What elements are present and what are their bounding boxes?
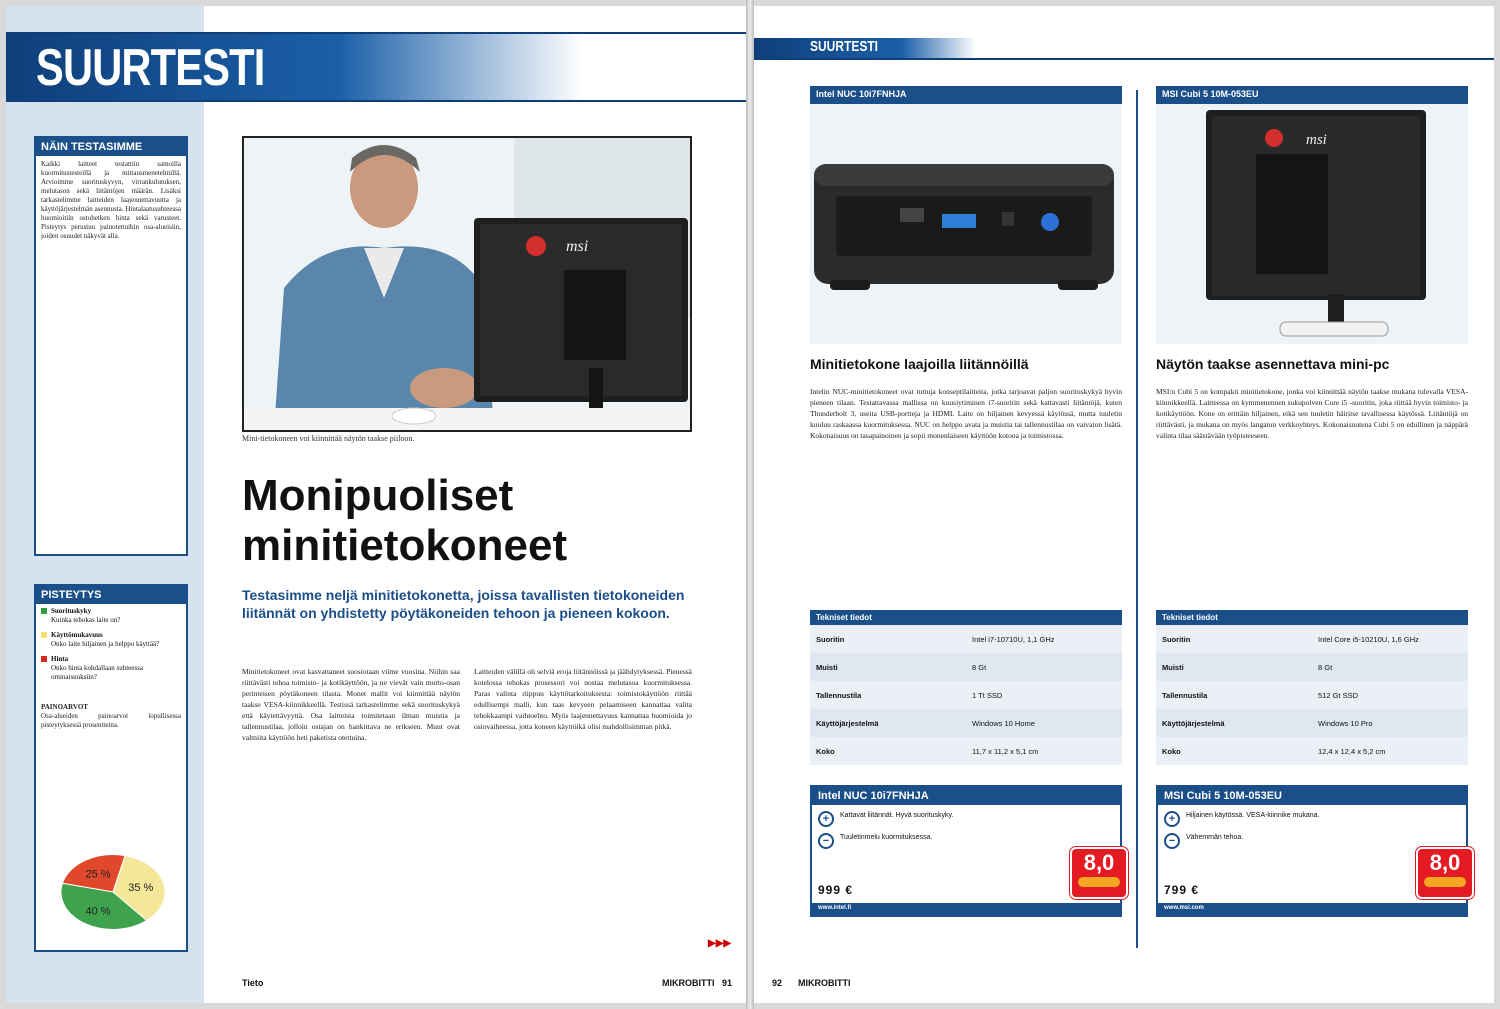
table-row (810, 653, 1122, 681)
verdict-heading: MSI Cubi 5 10M-053EU (1158, 787, 1466, 805)
rating-box (34, 584, 188, 952)
pie-label: 25 % (85, 868, 111, 881)
verdict-box (1156, 785, 1468, 917)
verdict-minus: Tuuletinmelu kuormituksessa. (840, 834, 933, 841)
spec-key: Tallennustila (816, 690, 862, 700)
score-badge (1070, 847, 1128, 899)
product-title: Näytön taakse asennettava mini-pc (1156, 356, 1390, 372)
score-value: 8,0 (1429, 850, 1461, 875)
pie-label: 35 % (128, 881, 154, 894)
right-page (754, 6, 1494, 1003)
footer-magazine: MIKROBITTI (798, 978, 851, 988)
table-row (810, 737, 1122, 765)
legend-desc: Onko hinta kohdallaan suhteessa ominaisuuksiin? (51, 664, 143, 681)
verdict-heading: Intel NUC 10i7FNHJA (812, 787, 1120, 805)
spec-heading: Tekniset tiedot (810, 610, 1122, 625)
spec-key: Muisti (810, 653, 966, 681)
page-gutter (746, 0, 754, 1009)
score-tag (1424, 877, 1466, 887)
title-line: minitietokoneet (242, 521, 568, 570)
legend-title: Suorituskyky (51, 607, 92, 615)
spec-value: Windows 10 Pro (1312, 709, 1468, 737)
product-card (810, 86, 1122, 917)
verdict-plus: Hiljainen käytössä. VESA-kiinnike mukana. (1186, 812, 1320, 819)
title-line: Monipuoliset (242, 471, 514, 520)
product-name-tag: MSI Cubi 5 10M-053EU (1156, 86, 1468, 104)
article-lead: Testasimme neljä minitietokonetta, joissa tavallisten tietokoneiden liitännät on yhdistetty pöytäkoneiden tehoon ja pieneen kokoon. (242, 587, 685, 621)
legend-item (36, 652, 186, 685)
section-title: SUURTESTI (810, 38, 879, 55)
page-footer (242, 978, 732, 988)
spec-key: Muisti (1156, 653, 1312, 681)
score-tag (1078, 877, 1120, 887)
page-footer (772, 978, 972, 988)
product-body: MSI:n Cubi 5 on kompakti minitietokone, jonka voi kiinnittää näytön taakse mukana tulevalla VESA-kiinnikkeellä. Laitteessa on kymmenennen sukupolven Core i5 -suoritin, joka riittää hyvin toimisto- ja kotikäyttöön. Kone on erittäin hiljainen, eikä sen tuuletin häiritse tavallisessa käytössä. Liitäntöjä on riittävästi, ja mukana on myös langaton verkkoyhteys. Kokonaisuutena Cubi 5 on edullinen ja näppärä valinta tilaa säästävään työpisteeseen. (1156, 387, 1468, 440)
price: 999 € (818, 883, 854, 897)
verdict-footer: www.intel.fi (812, 903, 1120, 915)
section-title: SUURTESTI (36, 39, 265, 97)
legend-desc: Onko laite hiljainen ja helppo käyttää? (51, 640, 160, 648)
table-row (1156, 737, 1468, 765)
score-badge (1416, 847, 1474, 899)
table-row (810, 625, 1122, 653)
footer-label: Tieto (242, 978, 264, 988)
table-row (810, 681, 1122, 709)
method-box (34, 136, 188, 556)
plus-icon: + (818, 811, 834, 827)
weights-heading: PAINOARVOT (41, 703, 88, 711)
spec-key: Käyttöjärjestelmä (1156, 709, 1312, 737)
weights-text: Osa-alueiden painoarvot lopullisessa pisteytyksessä prosentteina. (41, 712, 181, 729)
product-title: Minitietokone laajoilla liitännöillä (810, 356, 1029, 372)
hero-photo (242, 136, 692, 432)
monitor-brand: msi (566, 238, 589, 255)
spec-heading: Tekniset tiedot (1156, 610, 1468, 625)
spec-value: 8 Gt (966, 653, 1122, 681)
page-number: 92 (772, 978, 783, 988)
verdict-minus: Vähemmän tehoa. (1186, 834, 1244, 841)
legend-item (36, 604, 186, 628)
table-row (1156, 681, 1468, 709)
legend-title: Käyttömukavuus (51, 631, 103, 639)
spec-value: 12,4 x 12,4 x 5,2 cm (1318, 746, 1386, 756)
monitor-brand: msi (1306, 132, 1327, 148)
spec-key: Koko (816, 746, 835, 756)
product-body: Intelin NUC-minitietokoneet ovat tuttuja konseptilaitteita, jotka tarjoavat paljon suorituskykyä hyvin pieneen tilaan. Testattavassa mallissa on kuusiytiminen i7-suoritin sekä kattavasti liitäntöjä, kuten Thunderbolt 3, useita USB-portteja ja HDMI. Laite on hiljainen kevyessä käytössä, mutta tuuletin kuuluu raskaassa kuormituksessa. NUC on helppo avata ja muistia tai tallennustilaa on vaivaton lisätä. Kokonaisuus on tasapainoinen ja sopii monenlaiseen käyttöön kotona ja toimistossa. (810, 387, 1122, 440)
pie-label: 40 % (85, 905, 111, 918)
rating-box-heading: PISTEYTYS (36, 586, 186, 604)
score-value: 8,0 (1083, 850, 1115, 875)
article-title (242, 471, 702, 571)
legend-swatch (41, 608, 47, 614)
minus-icon: − (818, 833, 834, 849)
spec-key: Suoritin (816, 634, 845, 644)
spec-key: Käyttöjärjestelmä (810, 709, 966, 737)
table-row (1156, 709, 1468, 737)
spec-table (810, 625, 1122, 765)
legend-swatch (41, 656, 47, 662)
legend-item (36, 628, 186, 652)
method-box-text: Kaikki laitteet testattiin samoilla kuormitustesteillä ja mittausmenetelmillä. Arvioimme suorituskyvyn, virrankulutuksen, melutason sekä liitäntöjen määrän. Lisäksi tarkastelimme laitteiden laajennettavuutta ja käyttöjärjestelmän asennusta. Hintalaatusuhteessa huomioitiin ostohetken hinta sekä varusteet. Pisteytys perustuu painotettuihin osa-alueisiin, joiden osuudet näkyvät alla. (41, 160, 181, 240)
spec-value: 1 Tt SSD (972, 690, 1003, 700)
method-box-heading: NÄIN TESTASIMME (36, 138, 186, 156)
spec-value: Intel Core i5-10210U, 1,6 GHz (1318, 634, 1419, 644)
spec-value: 11,7 x 11,2 x 5,1 cm (972, 746, 1039, 756)
minus-icon: − (1164, 833, 1180, 849)
table-row (1156, 653, 1468, 681)
table-row (1156, 625, 1468, 653)
spec-value: Windows 10 Home (966, 709, 1122, 737)
product-image-nuc (810, 104, 1122, 344)
continue-arrows: ▶▶▶ (708, 938, 732, 949)
product-image-msi (1156, 104, 1468, 344)
verdict-box (810, 785, 1122, 917)
spec-value: Intel i7-10710U, 1,1 GHz (972, 634, 1055, 644)
spec-key: Koko (1162, 746, 1181, 756)
left-page (6, 6, 746, 1003)
legend-desc: Kuinka tehokas laite on? (51, 616, 121, 624)
product-card (1156, 86, 1468, 917)
plus-icon: + (1164, 811, 1180, 827)
pie-chart (36, 830, 190, 950)
spec-value: 512 Gt SSD (1318, 690, 1359, 700)
legend-swatch (41, 632, 47, 638)
verdict-plus: Kattavat liitännät. Hyvä suorituskyky. (840, 812, 954, 819)
verdict-footer: www.msi.com (1158, 903, 1466, 915)
header-rule (754, 58, 1494, 60)
footer-magazine: MIKROBITTI (661, 978, 715, 988)
page-number: 91 (721, 978, 732, 988)
spec-value: 8 Gt (1312, 653, 1468, 681)
spec-table (1156, 625, 1468, 765)
spec-key: Suoritin (1162, 634, 1191, 644)
header-rule (6, 100, 746, 102)
product-name-tag: Intel NUC 10i7FNHJA (810, 86, 1122, 104)
legend-title: Hinta (51, 655, 69, 663)
spec-key: Tallennustila (1162, 690, 1208, 700)
body-column: Minitietokoneet ovat kasvattaneet suosiotaan viime vuosina. Niihin saa riittävästi tehoa toimisto- ja kotikäyttöön, ja ne vievät vain murto-osan perinteisen pöytäkoneen tilasta. Monet mallit voi kiinnittää näytön taakse VESA-kiinnikkeellä. Testissä tarkastelimme sekä suorituskykyä että käytettävyyttä. Osa laitteista toimitetaan ilman muistia ja tallennustilaa, jolloin ostajan on hankittava ne erikseen. Muut ovat valmiita käyttöön heti paketista otettuina. (242, 667, 460, 742)
photo-caption: Mini-tietokoneen voi kiinnittää näytön taakse piiloon. (242, 434, 415, 443)
body-column: Laitteiden välillä oli selviä eroja liitännöissä ja jäähdytyksessä. Pienessä kotelossa tehokas prosessori voi nostaa melutasoa kuormituksessa. Paras valinta riippuu käyttötarkoituksesta: toimistokäyttöön riittää edullisempi malli, kun taas kevyeen pelaamiseen kannattaa valita tehokkaampi vaihtoehto. Myös laajennettavuus kannattaa huomioida jo ostovaiheessa, jotta koneen käyttöikä olisi mahdollisimman pitkä. (474, 667, 692, 731)
table-row (810, 709, 1122, 737)
price: 799 € (1164, 883, 1200, 897)
column-divider (1136, 90, 1138, 948)
